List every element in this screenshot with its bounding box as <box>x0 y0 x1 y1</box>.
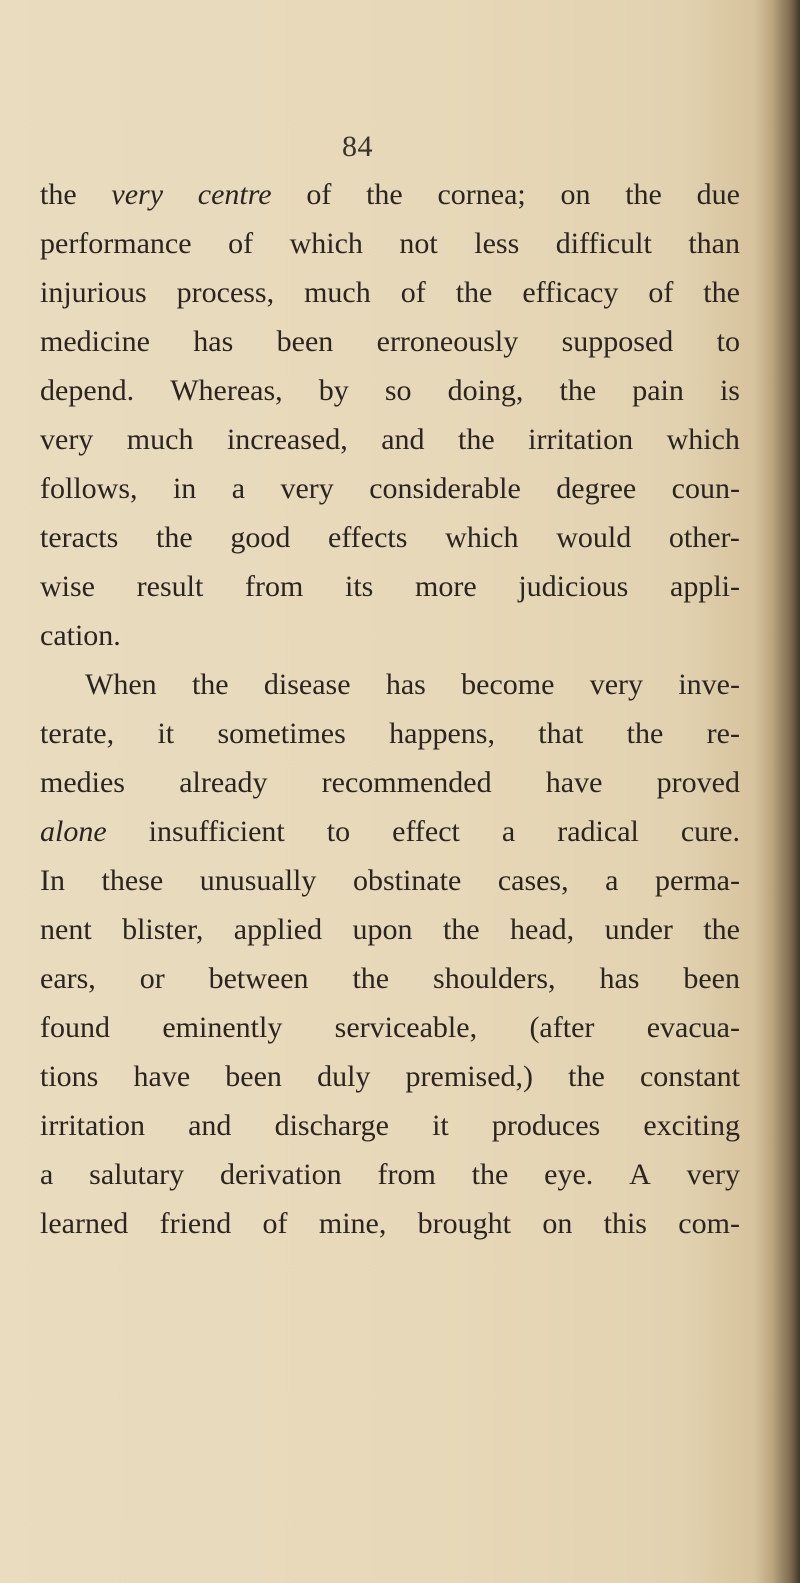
word: learned <box>40 1207 129 1240</box>
text-line <box>40 1101 740 1150</box>
text-line <box>40 415 740 464</box>
text-line <box>40 219 740 268</box>
word: so <box>384 374 412 407</box>
word: efficacy <box>522 276 619 309</box>
word: become <box>461 668 555 701</box>
word: blister, <box>122 913 204 946</box>
word: derivation <box>219 1158 342 1191</box>
text-line <box>40 611 740 660</box>
text-line <box>40 660 740 709</box>
word: perma- <box>655 864 740 897</box>
text-line <box>40 954 740 1003</box>
word: from <box>245 570 304 603</box>
word: coun- <box>671 472 740 505</box>
word: depend. <box>40 374 135 407</box>
word: less <box>474 227 520 260</box>
word: a <box>605 864 619 897</box>
word: cation. <box>40 619 121 652</box>
word: the <box>455 276 493 309</box>
text-line <box>40 1003 740 1052</box>
text-line <box>40 1150 740 1199</box>
word: has <box>599 962 640 995</box>
word: to <box>326 815 351 848</box>
word: appli- <box>670 570 740 603</box>
word: cases, <box>497 864 569 897</box>
word: alone <box>40 815 107 848</box>
text-line <box>40 1052 740 1101</box>
word: would <box>556 521 632 554</box>
word: the <box>366 178 403 211</box>
word: salutary <box>89 1158 185 1191</box>
word: the <box>471 1158 509 1191</box>
word: the <box>568 1060 605 1093</box>
word: cure. <box>680 815 740 848</box>
word: irritation <box>40 1109 145 1142</box>
word: injurious <box>40 276 147 309</box>
word: performance <box>40 227 192 260</box>
word: the <box>626 717 664 750</box>
word: the <box>625 178 662 211</box>
text-line <box>40 758 740 807</box>
word: medies <box>40 766 125 799</box>
word: on <box>542 1207 573 1240</box>
word: exciting <box>643 1109 740 1142</box>
word: A <box>629 1158 651 1191</box>
word: been <box>276 325 334 358</box>
word: been <box>683 962 740 995</box>
text-line <box>40 709 740 758</box>
word: evacua- <box>646 1011 740 1044</box>
word: have <box>545 766 603 799</box>
text-line <box>40 856 740 905</box>
word: very <box>686 1158 740 1191</box>
word: which <box>666 423 740 456</box>
word: and <box>188 1109 232 1142</box>
text-line <box>40 366 740 415</box>
word: that <box>538 717 584 750</box>
text-line <box>40 464 740 513</box>
body-text <box>40 170 740 1248</box>
word: than <box>688 227 740 260</box>
word: brought <box>417 1207 511 1240</box>
word: a <box>231 472 246 505</box>
word: duly <box>317 1060 371 1093</box>
word: already <box>179 766 268 799</box>
word: the <box>191 668 229 701</box>
word: other- <box>668 521 740 554</box>
word: much <box>304 276 371 309</box>
word: the <box>703 276 740 309</box>
word: eminently <box>162 1011 283 1044</box>
word: ears, <box>40 962 96 995</box>
word: doing, <box>447 374 524 407</box>
word: process, <box>176 276 275 309</box>
word: the <box>352 962 390 995</box>
word: radical <box>557 815 639 848</box>
word: more <box>415 570 477 603</box>
word: follows, <box>40 472 138 505</box>
word: applied <box>233 913 323 946</box>
word: the <box>458 423 495 456</box>
word: found <box>40 1011 110 1044</box>
word: is <box>719 374 740 407</box>
word: a <box>40 1158 54 1191</box>
word: have <box>133 1060 191 1093</box>
text-line <box>40 905 740 954</box>
word: considerable <box>369 472 521 505</box>
word: very <box>589 668 644 701</box>
word: re- <box>706 717 740 750</box>
word: the <box>559 374 597 407</box>
word: irritation <box>528 423 634 456</box>
word: obstinate <box>352 864 462 897</box>
word: has <box>193 325 234 358</box>
text-line <box>40 1199 740 1248</box>
word: supposed <box>561 325 674 358</box>
word: its <box>345 570 374 603</box>
word: constant <box>639 1060 740 1093</box>
word: When <box>85 668 157 701</box>
word: has <box>385 668 426 701</box>
word: teracts <box>40 521 119 554</box>
word: very <box>40 423 94 456</box>
word: which <box>445 521 519 554</box>
word: happens, <box>389 717 495 750</box>
word: on <box>560 178 591 211</box>
word: much <box>126 423 194 456</box>
word: insufficient <box>148 815 285 848</box>
text-line <box>40 170 740 219</box>
word: the <box>442 913 480 946</box>
word: this <box>603 1207 647 1240</box>
word: in <box>172 472 197 505</box>
word: of <box>400 276 426 309</box>
word: difficult <box>555 227 652 260</box>
word: pain <box>632 374 684 407</box>
word: medicine <box>40 325 150 358</box>
word: erroneously <box>376 325 519 358</box>
word: degree <box>556 472 637 505</box>
page-number: 84 <box>342 130 373 163</box>
word: upon <box>352 913 413 946</box>
text-line <box>40 562 740 611</box>
word: sometimes <box>217 717 346 750</box>
word: judicious <box>518 570 629 603</box>
word: proved <box>656 766 740 799</box>
word: not <box>399 227 438 260</box>
word: of <box>228 227 254 260</box>
word: or <box>139 962 165 995</box>
word: result <box>136 570 204 603</box>
word: to <box>716 325 740 358</box>
word: friend <box>159 1207 232 1240</box>
word: premised,) <box>405 1060 534 1093</box>
word: unusually <box>199 864 317 897</box>
binding-gutter-shadow <box>754 0 800 1583</box>
word: from <box>377 1158 436 1191</box>
word: under <box>604 913 673 946</box>
word: recommended <box>321 766 492 799</box>
word: very <box>111 178 164 211</box>
text-line <box>40 268 740 317</box>
word: disease <box>263 668 351 701</box>
word: mine, <box>318 1207 387 1240</box>
word: the <box>703 913 740 946</box>
word: effects <box>328 521 408 554</box>
word: effect <box>392 815 460 848</box>
word: between <box>208 962 309 995</box>
word: good <box>230 521 291 554</box>
text-line <box>40 317 740 366</box>
word: of <box>262 1207 288 1240</box>
word: (after <box>529 1011 595 1044</box>
word: centre <box>197 178 272 211</box>
word: head, <box>510 913 575 946</box>
word: of <box>648 276 674 309</box>
word: inve- <box>678 668 740 701</box>
word: cornea; <box>437 178 526 211</box>
text-line <box>40 807 740 856</box>
word: of <box>306 178 332 211</box>
word: Whereas, <box>170 374 283 407</box>
word: been <box>225 1060 282 1093</box>
word: tions <box>40 1060 99 1093</box>
word: wise <box>40 570 95 603</box>
text-line <box>40 513 740 562</box>
word: very <box>280 472 334 505</box>
word: nent <box>40 913 92 946</box>
word: these <box>101 864 164 897</box>
word: increased, <box>226 423 348 456</box>
word: it <box>157 717 175 750</box>
word: serviceable, <box>334 1011 478 1044</box>
word: it <box>432 1109 449 1142</box>
word: the <box>155 521 193 554</box>
word: eye. <box>544 1158 594 1191</box>
word: In <box>40 864 65 897</box>
word: discharge <box>274 1109 389 1142</box>
word: and <box>381 423 425 456</box>
word: due <box>696 178 740 211</box>
word: a <box>501 815 516 848</box>
word: produces <box>491 1109 601 1142</box>
word: terate, <box>40 717 115 750</box>
word: by <box>318 374 349 407</box>
word: com- <box>678 1207 740 1240</box>
word: shoulders, <box>433 962 556 995</box>
word: the <box>40 178 77 211</box>
word: which <box>289 227 363 260</box>
